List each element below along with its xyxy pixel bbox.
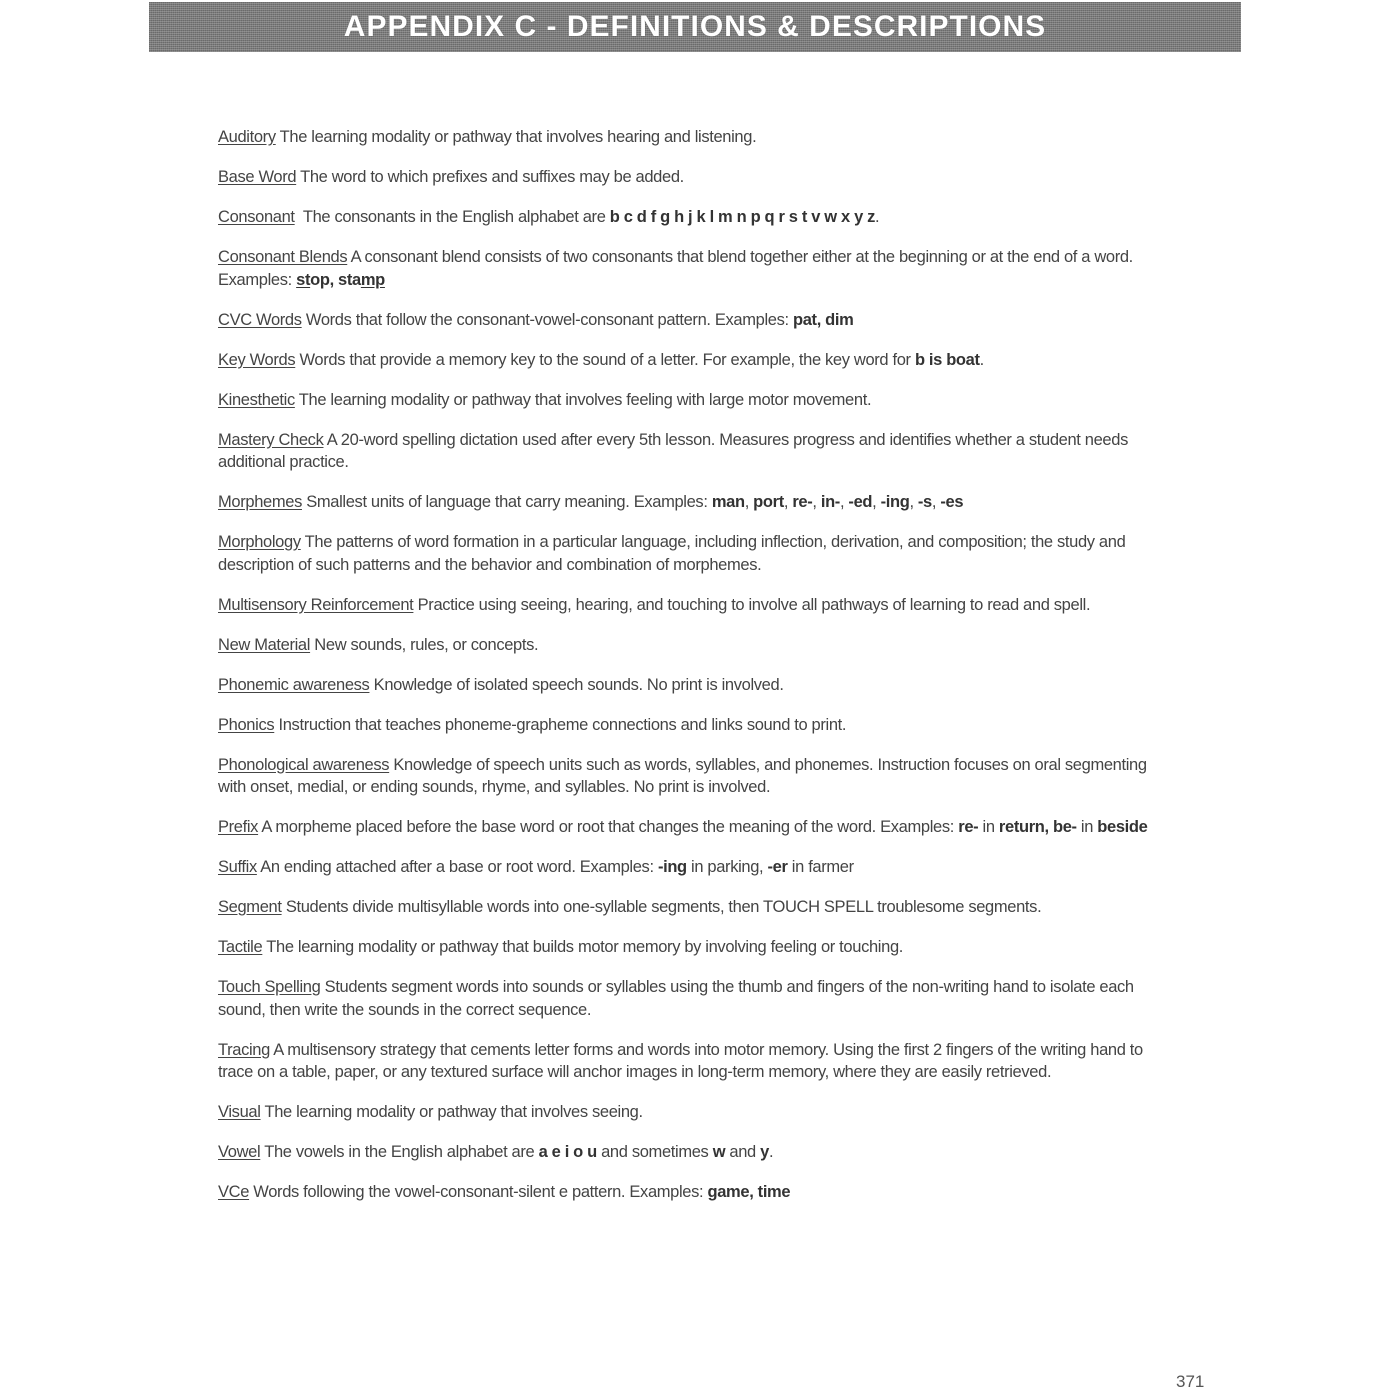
term: Tactile	[218, 938, 263, 956]
consonant-letters: b c d f g h j k l m n p q r s t v w x y z	[609, 208, 876, 226]
separator: ,	[816, 310, 826, 329]
definition-kinesthetic	[218, 389, 1153, 412]
description: Students segment words into sounds or syllables using the thumb and fingers of the non-writing hand to isolate each sound, then write the sounds in the correct sequence.	[218, 978, 1134, 1019]
description: Instruction that teaches phoneme-grapheme connections and links sound to print.	[274, 715, 847, 734]
term: Segment	[218, 898, 282, 916]
description: A 20-word spelling dictation used after every 5th lesson. Measures progress and identifies whether a student needs additional practice.	[218, 430, 1128, 471]
term: Phonological awareness	[218, 755, 390, 774]
connector: in farmer	[787, 858, 854, 876]
connector: and sometimes	[596, 1143, 713, 1161]
page-title: APPENDIX C - DEFINITIONS & DESCRIPTIONS	[343, 10, 1047, 43]
description: An ending attached after a base or root word. Examples:	[256, 858, 658, 876]
term: Visual	[218, 1103, 261, 1121]
term: Consonant	[218, 208, 295, 226]
description: Words that provide a memory key to the sound of a letter. For example, the key word for	[295, 350, 915, 369]
description: A morpheme placed before the base word or root that changes the meaning of the word. Examples:	[258, 818, 959, 836]
term: Kinesthetic	[218, 390, 295, 409]
description: Words that follow the consonant-vowel-consonant pattern. Examples:	[301, 310, 793, 329]
example: beside	[1097, 818, 1148, 836]
term: Consonant Blends	[218, 248, 348, 266]
example: pat	[793, 310, 817, 329]
description: The learning modality or pathway that involves seeing.	[260, 1103, 643, 1121]
term: Key Words	[218, 350, 296, 369]
definition-tactile	[218, 936, 1153, 959]
description: New sounds, rules, or concepts.	[310, 635, 539, 654]
connector: in parking,	[686, 858, 768, 876]
description: The vowels in the English alphabet are	[260, 1143, 539, 1161]
definition-prefix	[218, 816, 1153, 839]
term: Morphemes	[218, 493, 302, 511]
definition-mastery-check	[218, 429, 1153, 474]
definition-vowel	[218, 1141, 1153, 1164]
example-rest: op	[310, 270, 330, 289]
example: in-	[820, 493, 840, 511]
page-number: 371	[1176, 1372, 1205, 1391]
example: be-	[1052, 818, 1077, 836]
term: Prefix	[218, 818, 259, 836]
description-end: .	[875, 208, 880, 226]
separator: ,	[329, 270, 339, 289]
definition-consonant	[218, 206, 1153, 229]
term: Morphology	[218, 533, 301, 551]
term: Touch Spelling	[218, 978, 321, 996]
term: Base Word	[218, 168, 297, 186]
header-banner	[149, 2, 1241, 52]
example: -es	[940, 493, 964, 511]
description: Smallest units of language that carry meaning. Examples:	[301, 493, 712, 511]
example: dim	[825, 310, 854, 329]
description: The learning modality or pathway that involves hearing and listening.	[275, 128, 757, 146]
term: CVC Words	[218, 310, 302, 329]
description: Knowledge of speech units such as words, syllables, and phonemes. Instruction focuses on oral segmenting with onset, medial, or ending sounds, rhyme, and syllables. No print is involved.	[218, 755, 1147, 796]
separator: ,	[1044, 818, 1053, 836]
description-end: .	[768, 1143, 774, 1161]
definition-phonological-awareness	[218, 754, 1153, 799]
term: Phonics	[218, 715, 275, 734]
definition-visual	[218, 1101, 1153, 1124]
definition-morphemes: Morphemes Smallest units of language that carry meaning. Examples: man, port, re-, in-, -ed, -ing, -s, -es	[218, 493, 964, 511]
definition-vce	[218, 1181, 1153, 1204]
description: The word to which prefixes and suffixes may be added.	[296, 168, 684, 186]
example: -s	[917, 493, 932, 511]
definition-phonics	[218, 714, 1153, 737]
description: Practice using seeing, hearing, and touching to involve all pathways of learning to read and spell.	[413, 595, 1091, 614]
example: -ed	[848, 493, 873, 511]
term: Auditory	[218, 128, 276, 146]
connector: in	[1076, 818, 1098, 836]
term: New Material	[218, 635, 311, 654]
term: Mastery Check	[218, 430, 324, 449]
example: port	[753, 493, 784, 511]
example: -ing	[880, 493, 910, 511]
example: b is boat	[914, 350, 980, 369]
example: man	[711, 493, 745, 511]
example: -ing	[657, 858, 687, 876]
example-blend: st	[296, 270, 311, 289]
definition-multisensory-reinforcement	[218, 594, 1153, 617]
definition-tracing	[218, 1039, 1153, 1084]
description: Knowledge of isolated speech sounds. No print is involved.	[369, 675, 784, 694]
example-rest: sta	[338, 270, 361, 289]
term: Multisensory Reinforcement	[218, 595, 414, 614]
definition-new-material	[218, 634, 1153, 657]
description: The learning modality or pathway that builds motor memory by involving feeling or touching.	[262, 938, 904, 956]
connector: in	[978, 818, 999, 836]
vowel-letters: a e i o u	[538, 1143, 597, 1161]
term: Phonemic awareness	[218, 675, 370, 694]
example: re-	[792, 493, 813, 511]
definition-touch-spelling	[218, 976, 1153, 1021]
example: -er	[767, 858, 788, 876]
example: game	[707, 1183, 750, 1201]
definition-key-words	[218, 349, 1153, 372]
term: Tracing	[218, 1040, 270, 1059]
definition-suffix	[218, 856, 1153, 879]
definition-segment	[218, 896, 1153, 919]
description: The consonants in the English alphabet are	[294, 208, 610, 226]
term: Suffix	[218, 858, 257, 876]
description: A multisensory strategy that cements letter forms and words into motor memory. Using the first 2 fingers of the writing hand to trace on a table, paper, or any textured surface will anchor images in long-term memory, where they are easily retrieved.	[218, 1040, 1143, 1081]
example: time	[757, 1183, 791, 1201]
example-blend: mp	[360, 270, 385, 289]
description: A consonant blend consists of two consonants that blend together either at the beginning or at the end of a word. Examples:	[218, 248, 1133, 289]
example: y	[760, 1143, 769, 1161]
definition-base-word	[218, 166, 1153, 189]
definitions-list	[218, 126, 1153, 1221]
example: re-	[958, 818, 979, 836]
definition-phonemic-awareness	[218, 674, 1153, 697]
description: The patterns of word formation in a particular language, including inflection, derivation, and composition; the study and description of such patterns and the behavior and combination of morphemes.	[218, 533, 1126, 574]
example: w	[712, 1143, 726, 1161]
definition-cvc-words	[218, 309, 1153, 332]
description: The learning modality or pathway that involves feeling with large motor movement.	[294, 390, 872, 409]
description-end: .	[979, 350, 984, 369]
description: Words following the vowel-consonant-silent e pattern. Examples:	[249, 1183, 708, 1201]
example: return	[998, 818, 1045, 836]
definition-auditory	[218, 126, 1153, 149]
connector: and	[725, 1143, 761, 1161]
separator: ,	[749, 1183, 758, 1201]
definition-consonant-blends	[218, 246, 1153, 291]
description: Students divide multisyllable words into one-syllable segments, then TOUCH SPELL troublesome segments.	[281, 898, 1042, 916]
term: VCe	[218, 1183, 250, 1201]
definition-morphology	[218, 531, 1153, 576]
term: Vowel	[218, 1143, 261, 1161]
